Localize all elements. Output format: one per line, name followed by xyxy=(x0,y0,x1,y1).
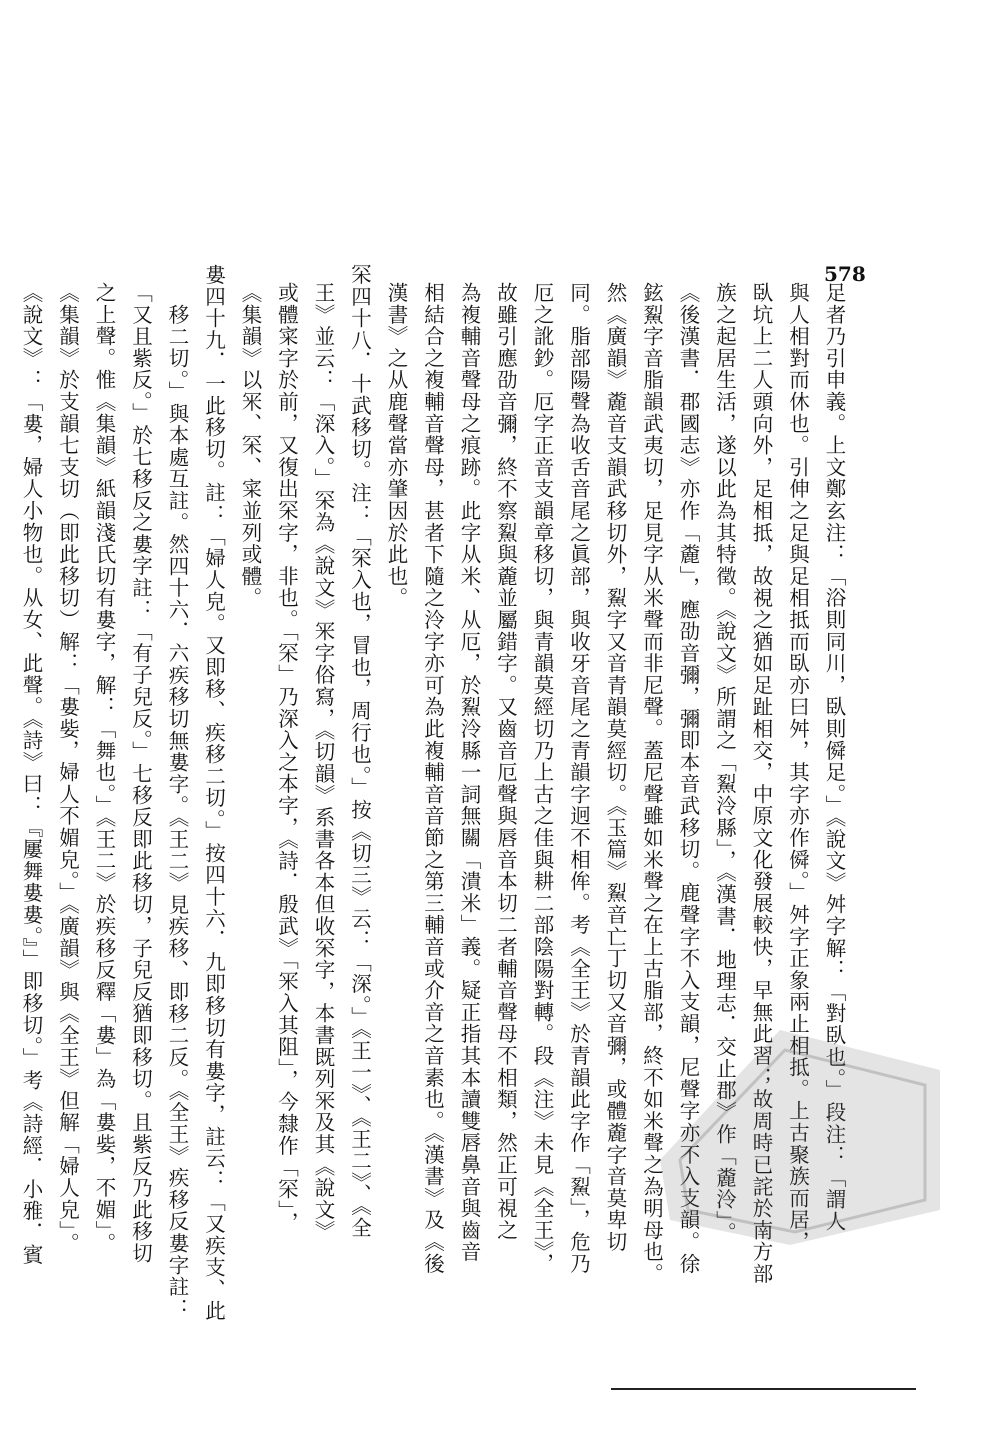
text-column: 臥坑上二人頭向外，足相抵，故視之猶如足趾相交，中原文化發展較快，早無此習；故周時已詫於南方部 xyxy=(749,282,773,1285)
text-column: 相結合之複輔音聲母，甚者下隨之泠字亦可為此複輔音音節之第三輔音或介音之音素也。《漢書》及《後 xyxy=(420,282,445,1275)
text-column: 王》並云：「深入。」罙為《說文》冞字俗寫，《切韻》系書各本但收罙字，本書既列冞及其《說文》 xyxy=(311,282,335,1243)
text-column: 鉉鮤字音脂韻武夷切，足見字从米聲而非尼聲。蓋尼聲雖如米聲之在上古脂部，終不如米聲之為明母也。 xyxy=(639,282,664,1285)
library-watermark-stamp xyxy=(640,1010,960,1250)
text-column: 故雖引應劭音彌，終不察鮤與麊並屬錯字。又齒音厄聲與唇音本切二者輔音聲母不相類，然正可視之 xyxy=(493,282,518,1242)
text-column: 罙四十八．十武移切。注：「罙入也，冒也，周行也。」按《切三》云：「深。」《王一》、《王二》、《全 xyxy=(347,264,372,1239)
text-column: 或體寀字於前，又復出罙字，非也。「罙」乃深入之本字，《詩．殷武》「冞入其阻」，今隸作「罙」， xyxy=(274,282,299,1234)
text-column: 同。脂部陽聲為收舌音尾之眞部，與收牙音尾之青韻字迥不相侔。考《全王》於青韻此字作「鮤」，危乃 xyxy=(566,282,591,1275)
text-column: 移二切。」與本處互註。然四十六．六疾移切無婁字。《王二》見疾移、即移二反。《全王》疾移反婁字註： xyxy=(165,304,189,1320)
page-number: 578 xyxy=(824,262,866,286)
text-column: 《說文》：「婁，婦人小物也。从女、此聲。《詩》曰：『屢舞婁婁。』」即移切。」考《詩經．小雅．賓 xyxy=(19,282,43,1266)
text-column: 漢書》之从鹿聲當亦肇因於此也。 xyxy=(384,282,408,609)
text-column: 厄之訛鈔。厄字正音支韻章移切，與青韻莫經切乃上古之佳與耕二部陰陽對轉。段《注》未見《全王》， xyxy=(530,282,554,1275)
text-column: 與人相對而休也。引伸之足與足相抵而臥亦曰舛，其字亦作僢。」舛字正象兩止相抵。上古聚族而居， xyxy=(785,282,810,1253)
text-column: 族之起居生活，遂以此為其特徵。《說文》所謂之「鮤泠縣」，《漢書．地理志．交止郡》作「麊泠」。 xyxy=(712,282,737,1244)
text-column: 之上聲。惟《集韻》紙韻淺氏切有婁字，解：「舞也。」《王二》於疾移反釋「婁」為「婁姕，不媚」。 xyxy=(92,282,116,1255)
text-column: 《後漢書．郡國志》亦作「麊」，應劭音彌，彌即本音武移切。鹿聲字不入支韻，尼聲字亦不入支韻。徐 xyxy=(676,282,700,1275)
text-column: 婁四十九．一此移切。註：「婦人皃。又即移、疾移二切。」按四十六．九即移切有婁字，註云：「又疾支、此 xyxy=(201,264,226,1322)
text-column: 然《廣韻》麊音支韻武移切外，鮤字又音青韻莫經切。《玉篇》鮤音亡丁切又音彌，或體麊字音莫卑切 xyxy=(603,282,627,1253)
text-column: 《集韻》以冞、罙、寀並列或體。 xyxy=(238,282,262,609)
text-column: 「又且紫反。」於七移反之婁字註：「有子兒反。」七移反即此移切，子兒反猶即移切。且紫反乃此移切 xyxy=(128,282,153,1265)
footer-rule xyxy=(611,1388,916,1390)
text-column: 《集韻》於支韻七支切（即此移切）解：「婁姕，婦人不媚皃。」《廣韻》與《全王》但解「婦人皃」。 xyxy=(55,282,80,1255)
text-column: 足者乃引申義。上文鄭玄注：「浴則同川，臥則僢足。」《說文》舛字解：「對臥也。」段注：「謂人 xyxy=(822,282,846,1233)
text-column: 為複輔音聲母之痕跡。此字从米、从厄，於鮤泠縣一詞無關「潰米」義。疑正指其本讀雙唇鼻音與齒音 xyxy=(457,282,481,1263)
